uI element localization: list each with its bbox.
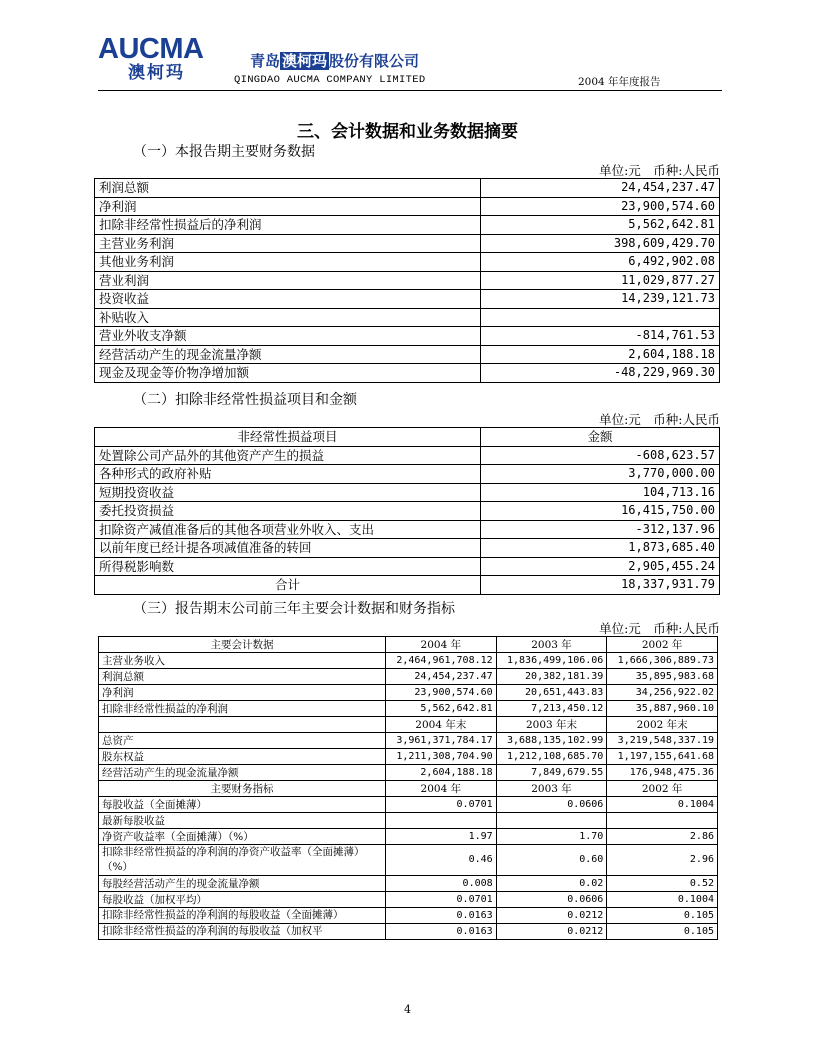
value-year-1: 23,900,574.60: [386, 685, 497, 701]
row-label: 营业利润: [95, 271, 481, 290]
table-row: [95, 520, 720, 539]
table-row: [99, 924, 718, 940]
row-label: 各种形式的政府补贴: [95, 465, 481, 484]
table-row: [99, 749, 718, 765]
table-row: [95, 234, 720, 253]
main-financial-data-table: [94, 178, 720, 383]
non-recurring-items-table: [94, 427, 720, 595]
value-year-3: 0.1004: [607, 892, 718, 908]
row-value: 16,415,750.00: [481, 502, 720, 521]
row-label: 主营业务收入: [99, 653, 386, 669]
value-year-1: [386, 813, 497, 829]
table-row: [99, 685, 718, 701]
row-value: 23,900,574.60: [481, 197, 720, 216]
year-header-row: [99, 717, 718, 733]
table-row: [95, 327, 720, 346]
value-year-3: [607, 813, 718, 829]
value-year-2: 1,212,108,685.70: [496, 749, 607, 765]
company-name-en: QINGDAO AUCMA COMPANY LIMITED: [234, 74, 426, 86]
value-year-3: 3,219,548,337.19: [607, 733, 718, 749]
value-year-3: 34,256,922.02: [607, 685, 718, 701]
header-year-1: 2004 年末: [386, 717, 497, 733]
row-label: 利润总额: [99, 669, 386, 685]
col-header-item: 非经常性损益项目: [95, 428, 481, 447]
row-value: 398,609,429.70: [481, 234, 720, 253]
table-row: [99, 701, 718, 717]
logo-english-text: AUCMA: [98, 33, 204, 65]
value-year-1: 0.46: [386, 845, 497, 876]
row-label: 补贴收入: [95, 308, 481, 327]
table-row: [95, 308, 720, 327]
value-year-3: 0.52: [607, 876, 718, 892]
value-year-1: 0.008: [386, 876, 497, 892]
row-value: 2,604,188.18: [481, 345, 720, 364]
row-label: 经营活动产生的现金流量净额: [99, 765, 386, 781]
value-year-2: 20,651,443.83: [496, 685, 607, 701]
value-year-1: 2,464,961,708.12: [386, 653, 497, 669]
table-row: [95, 502, 720, 521]
aucma-logo: [98, 34, 233, 82]
total-label: 合计: [95, 576, 481, 595]
value-year-3: 35,887,960.10: [607, 701, 718, 717]
row-value: -608,623.57: [481, 446, 720, 465]
row-label: 扣除非经常性损益的净利润的净资产收益率（全面摊薄）（%）: [99, 845, 386, 876]
table-row: [95, 557, 720, 576]
table-header-row: [95, 428, 720, 447]
col-header-amount: 金额: [481, 428, 720, 447]
table-row: [95, 290, 720, 309]
header-divider: [98, 90, 722, 91]
value-year-2: 0.0606: [496, 892, 607, 908]
value-year-1: 24,454,237.47: [386, 669, 497, 685]
header-label: [99, 717, 386, 733]
page-number: 4: [404, 1003, 411, 1016]
value-year-3: 2.96: [607, 845, 718, 876]
value-year-2: 3,688,135,102.99: [496, 733, 607, 749]
value-year-3: 176,948,475.36: [607, 765, 718, 781]
value-year-2: 1,836,499,106.06: [496, 653, 607, 669]
company-name-suffix: 股份有限公司: [329, 52, 420, 70]
table-row: [95, 446, 720, 465]
row-label: 其他业务利润: [95, 253, 481, 272]
value-year-1: 0.0701: [386, 892, 497, 908]
header-year-3: 2002 年: [607, 781, 718, 797]
row-label: 净利润: [99, 685, 386, 701]
value-year-1: 3,961,371,784.17: [386, 733, 497, 749]
value-year-2: [496, 813, 607, 829]
row-label: 所得税影响数: [95, 557, 481, 576]
table-row: [99, 797, 718, 813]
value-year-2: 0.0212: [496, 908, 607, 924]
table-row: [99, 669, 718, 685]
table-row: [99, 876, 718, 892]
value-year-2: 0.60: [496, 845, 607, 876]
row-label: 扣除非经常性损益的净利润: [99, 701, 386, 717]
table-row: [99, 765, 718, 781]
row-label: 主营业务利润: [95, 234, 481, 253]
table-row: [99, 908, 718, 924]
value-year-3: 35,895,983.68: [607, 669, 718, 685]
row-label: 委托投资损益: [95, 502, 481, 521]
report-name: 2004 年年度报告: [578, 76, 661, 88]
row-label: 扣除非经常性损益的净利润的每股收益（加权平: [99, 924, 386, 940]
row-value: 1,873,685.40: [481, 539, 720, 558]
table-row: [95, 539, 720, 558]
table-row: [95, 179, 720, 198]
value-year-2: 0.02: [496, 876, 607, 892]
year-header-row: [99, 781, 718, 797]
row-value: 5,562,642.81: [481, 216, 720, 235]
header-year-1: 2004 年: [386, 781, 497, 797]
row-value: 14,239,121.73: [481, 290, 720, 309]
row-label: 总资产: [99, 733, 386, 749]
row-value: 104,713.16: [481, 483, 720, 502]
row-value: 11,029,877.27: [481, 271, 720, 290]
value-year-3: 2.86: [607, 829, 718, 845]
row-label: 每股经营活动产生的现金流量净额: [99, 876, 386, 892]
value-year-1: 2,604,188.18: [386, 765, 497, 781]
value-year-2: 7,213,450.12: [496, 701, 607, 717]
row-value: 2,905,455.24: [481, 557, 720, 576]
row-value: 24,454,237.47: [481, 179, 720, 198]
table-row: [95, 465, 720, 484]
value-year-2: 20,382,181.39: [496, 669, 607, 685]
header-year-2: 2003 年末: [496, 717, 607, 733]
total-row: [95, 576, 720, 595]
table-row: [95, 271, 720, 290]
header-label: 主要财务指标: [99, 781, 386, 797]
table-row: [99, 653, 718, 669]
table-row: [99, 892, 718, 908]
row-value: 6,492,902.08: [481, 253, 720, 272]
row-label: 最新每股收益: [99, 813, 386, 829]
table-row: [95, 364, 720, 383]
value-year-1: 1,211,308,704.90: [386, 749, 497, 765]
table-row: [95, 197, 720, 216]
row-label: 每股收益（加权平均）: [99, 892, 386, 908]
total-value: 18,337,931.79: [481, 576, 720, 595]
value-year-3: 0.105: [607, 908, 718, 924]
value-year-2: 0.0606: [496, 797, 607, 813]
three-year-summary-table: [98, 636, 718, 940]
page-title: 三、会计数据和业务数据摘要: [297, 122, 518, 142]
value-year-1: 1.97: [386, 829, 497, 845]
row-value: 3,770,000.00: [481, 465, 720, 484]
logo-chinese-text: 澳柯玛: [128, 63, 185, 83]
row-label: 净资产收益率（全面摊薄）（%）: [99, 829, 386, 845]
row-label: 营业外收支净额: [95, 327, 481, 346]
header-year-3: 2002 年末: [607, 717, 718, 733]
row-label: 净利润: [95, 197, 481, 216]
value-year-2: 7,849,679.55: [496, 765, 607, 781]
value-year-1: 0.0701: [386, 797, 497, 813]
section3-unit: 单位:元 币种:人民币: [599, 621, 720, 636]
table-row: [95, 216, 720, 235]
section2-unit: 单位:元 币种:人民币: [599, 412, 720, 427]
section1-heading: （一）本报告期主要财务数据: [133, 144, 315, 160]
row-value: -814,761.53: [481, 327, 720, 346]
row-label: 扣除资产减值准备后的其他各项营业外收入、支出: [95, 520, 481, 539]
header-year-1: 2004 年: [386, 637, 497, 653]
section1-unit: 单位:元 币种:人民币: [599, 163, 720, 178]
table-row: [99, 733, 718, 749]
value-year-3: 0.1004: [607, 797, 718, 813]
section3-heading: （三）报告期末公司前三年主要会计数据和财务指标: [133, 601, 455, 617]
header-label: 主要会计数据: [99, 637, 386, 653]
row-label: 每股收益（全面摊薄）: [99, 797, 386, 813]
header-year-3: 2002 年: [607, 637, 718, 653]
header-year-2: 2003 年: [496, 637, 607, 653]
table-row: [99, 829, 718, 845]
value-year-2: 1.70: [496, 829, 607, 845]
row-label: 扣除非经常性损益后的净利润: [95, 216, 481, 235]
table-row: [95, 345, 720, 364]
row-label: 以前年度已经计提各项减值准备的转回: [95, 539, 481, 558]
row-label: 经营活动产生的现金流量净额: [95, 345, 481, 364]
row-label: 扣除非经常性损益的净利润的每股收益（全面摊薄）: [99, 908, 386, 924]
row-label: 处置除公司产品外的其他资产产生的损益: [95, 446, 481, 465]
year-header-row: [99, 637, 718, 653]
row-value: -48,229,969.30: [481, 364, 720, 383]
header-year-2: 2003 年: [496, 781, 607, 797]
company-name-brand: 澳柯玛: [282, 52, 328, 70]
row-label: 现金及现金等价物净增加额: [95, 364, 481, 383]
row-label: 短期投资收益: [95, 483, 481, 502]
table-row: [99, 845, 718, 876]
value-year-1: 0.0163: [386, 924, 497, 940]
table-row: [95, 483, 720, 502]
row-label: 股东权益: [99, 749, 386, 765]
value-year-3: 1,197,155,641.68: [607, 749, 718, 765]
row-value: -312,137.96: [481, 520, 720, 539]
row-value: [481, 308, 720, 327]
value-year-3: 1,666,306,889.73: [607, 653, 718, 669]
table-row: [95, 253, 720, 272]
company-name-prefix: 青岛: [250, 52, 281, 70]
row-label: 投资收益: [95, 290, 481, 309]
table-row: [99, 813, 718, 829]
company-name-cn: [250, 50, 419, 71]
value-year-2: 0.0212: [496, 924, 607, 940]
section2-heading: （二）扣除非经常性损益项目和金额: [133, 392, 357, 408]
value-year-3: 0.105: [607, 924, 718, 940]
value-year-1: 0.0163: [386, 908, 497, 924]
value-year-1: 5,562,642.81: [386, 701, 497, 717]
row-label: 利润总额: [95, 179, 481, 198]
